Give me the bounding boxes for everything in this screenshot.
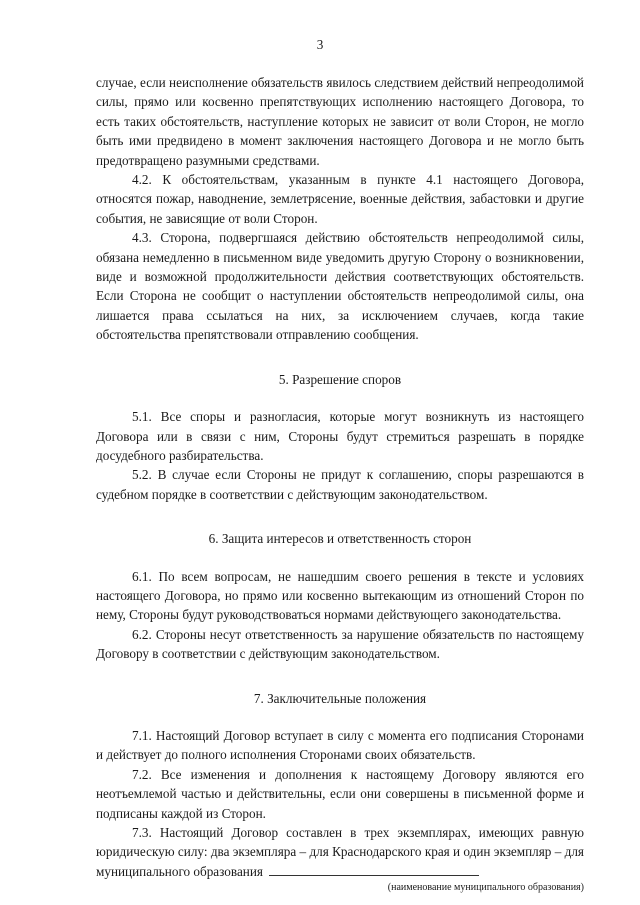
paragraph-6-1: 6.1. По всем вопросам, не нашедшим своего решения в тексте и условиях настоящего Договора, но прямо или косвенно вытекающим из отношений Сторон по нему, Стороны будут руководствоваться нормами действующего законодательства. — [96, 568, 584, 623]
paragraph-4-1-continuation: случае, если неисполнение обязательств явилось следствием действий непреодолимой силы, прямо или косвенно препятствующих исполнению настоящего Договора, то есть таких обстоятельств, наступление которых не зависит от воли Сторон, не могло быть ими предвидено в момент заключения настоящего Договора и не могло быть предотвращено разумными средствами. — [96, 75, 584, 168]
paragraph-7-3 — [96, 823, 584, 881]
paragraph-6-2: 6.2. Стороны несут ответственность за нарушение обязательств по настоящему Договору в соответствии с действующим законодательством. — [96, 626, 584, 662]
paragraph-7-1: 7.1. Настоящий Договор вступает в силу с момента его подписания Сторонами и действует до полного исполнения Сторонами своих обязательств. — [96, 727, 584, 763]
section-6-title: 6. Защита интересов и ответственность сторон — [208, 531, 472, 547]
paragraph-5-2: 5.2. В случае если Стороны не придут к соглашению, споры разрешаются в судебном порядке в соответствии с действующим законодательством. — [96, 467, 584, 502]
paragraph-7-3-text: 7.3. Настоящий Договор составлен в трех экземплярах, имеющих равную юридическую силу: два экземпляра – для Краснодарского края и один экземпляр – для муниципального образования — [96, 825, 584, 879]
document-body — [96, 73, 584, 894]
section-7-title: 7. Заключительные положения — [253, 690, 427, 706]
paragraph-4-3: 4.3. Сторона, подвергшаяся действию обстоятельств непреодолимой силы, обязана немедленно в письменном виде уведомить другую Сторону о возникновении, виде и возможной продолжительности действия соответствующих обстоятельств. Если Сторона не сообщит о наступлении обстоятельств непреодолимой силы, она лишается права ссылаться на них, за исключением случаев, когда такие обстоятельства препятствовали отправлению сообщения. — [96, 230, 584, 343]
paragraph-4-2: 4.2. К обстоятельствам, указанным в пункте 4.1 настоящего Договора, относятся пожар, наводнение, землетрясение, военные действия, забастовки и другие события, не зависящие от воли Сторон. — [96, 172, 584, 226]
paragraph-5-1: 5.1. Все споры и разногласия, которые могут возникнуть из настоящего Договора или в связи с ним, Стороны будут стремиться разрешать в порядке досудебного разбирательства. — [96, 409, 584, 463]
paragraph-7-2: 7.2. Все изменения и дополнения к настоящему Договору являются его неотъемлемой частью и действительны, если они совершены в письменной форме и подписаны каждой из Сторон. — [96, 766, 584, 821]
municipality-blank-line — [269, 862, 479, 876]
municipality-blank-caption: (наименование муниципального образования) — [387, 882, 584, 894]
section-5-title: 5. Разрешение споров — [278, 371, 402, 387]
page-number: 3 — [316, 37, 324, 52]
